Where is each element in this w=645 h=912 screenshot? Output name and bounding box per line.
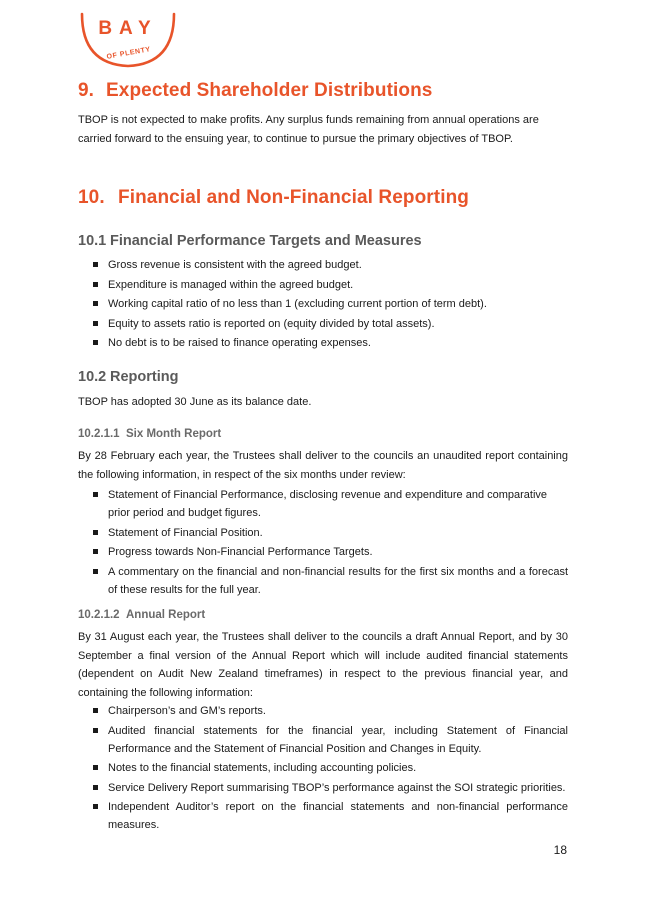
subsection-title: Six Month Report <box>126 428 222 440</box>
section-number: 10. <box>78 187 105 208</box>
subsection-number: 10.2 <box>78 369 107 385</box>
logo-subtext: OF PLENTY <box>106 46 152 61</box>
list-item: Statement of Financial Position. <box>78 524 568 542</box>
list-item: Audited financial statements for the financial year, including Statement of Financial Performance and the Statement of Financial Position and Changes in Equity. <box>78 722 568 758</box>
list-item: A commentary on the financial and non-financial results for the first six months and a forecast of these results for the full year. <box>78 563 568 599</box>
section-9-heading <box>78 80 432 102</box>
list-item: Service Delivery Report summarising TBOP’s performance against the SOI strategic priorities. <box>78 779 568 797</box>
list-item: Gross revenue is consistent with the agreed budget. <box>78 256 568 274</box>
annual-report-heading <box>78 609 205 621</box>
logo-graphic <box>76 12 180 70</box>
section-10-heading <box>78 187 469 209</box>
list-item: Statement of Financial Performance, disclosing revenue and expenditure and comparative prior period and budget figures. <box>78 486 568 522</box>
logo-word: BAY <box>98 18 158 39</box>
list-item: Equity to assets ratio is reported on (equity divided by total assets). <box>78 315 568 333</box>
subsection-title: Financial Performance Targets and Measures <box>110 233 422 249</box>
list-item: No debt is to be raised to finance operating expenses. <box>78 334 568 352</box>
section-title: Financial and Non-Financial Reporting <box>118 187 469 208</box>
list-item: Chairperson’s and GM’s reports. <box>78 702 568 720</box>
six-month-report-heading <box>78 428 221 440</box>
list-item: Working capital ratio of no less than 1 (excluding current portion of term debt). <box>78 295 568 313</box>
subsection-number: 10.2.1.1 <box>78 428 120 440</box>
subsection-number: 10.2.1.2 <box>78 609 120 621</box>
subsection-10-2-body: TBOP has adopted 30 June as its balance date. <box>78 396 312 408</box>
six-month-report-body: By 28 February each year, the Trustees shall deliver to the councils an unaudited report containing the following information, in respect of the six months under review: <box>78 450 568 481</box>
annual-report-body: By 31 August each year, the Trustees shall deliver to the councils a draft Annual Report, and by 30 September a final version of the Annual Report which will include audited financial statements (dependent on Audit New Zealand timeframes) in respect to the previous financial year, and containing the following information: <box>78 631 568 699</box>
section-9-body: TBOP is not expected to make profits. Any surplus funds remaining from annual operations are carried forward to the ensuing year, to continue to pursue the primary objectives of TBOP. <box>78 114 539 145</box>
page-number: 18 <box>553 843 567 857</box>
list-item: Notes to the financial statements, including accounting policies. <box>78 759 568 777</box>
list-item: Independent Auditor’s report on the financial statements and non-financial performance measures. <box>78 798 568 834</box>
list-item: Progress towards Non-Financial Performance Targets. <box>78 543 568 561</box>
financial-targets-list <box>78 256 568 354</box>
section-title: Expected Shareholder Distributions <box>106 80 433 101</box>
list-item: Expenditure is managed within the agreed budget. <box>78 276 568 294</box>
subsection-10-1-heading <box>78 233 422 249</box>
subsection-10-2-heading <box>78 369 178 385</box>
subsection-title: Annual Report <box>126 609 206 621</box>
subsection-number: 10.1 <box>78 233 107 249</box>
six-month-report-list <box>78 486 568 600</box>
bay-of-plenty-logo <box>76 12 180 70</box>
annual-report-list <box>78 702 568 836</box>
section-number: 9. <box>78 80 95 101</box>
subsection-title: Reporting <box>110 369 179 385</box>
